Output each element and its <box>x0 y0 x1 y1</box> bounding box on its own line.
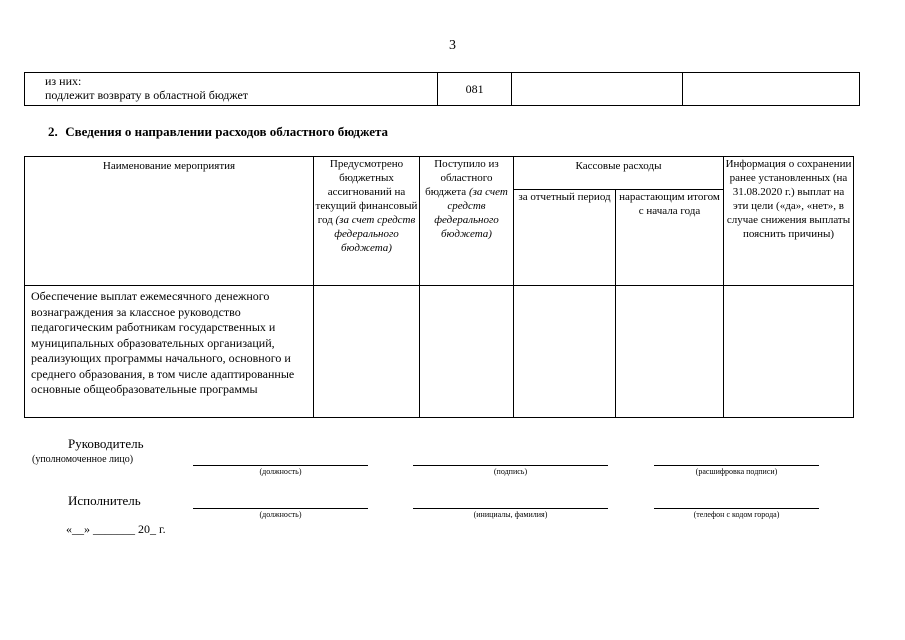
table-row <box>25 73 860 106</box>
return-label-line2: подлежит возврату в областной бюджет <box>45 88 249 102</box>
executor-name-caption: (инициалы, фамилия) <box>473 510 548 519</box>
header-name: Наименование мероприятия <box>25 157 314 286</box>
row-received-cell <box>420 286 514 418</box>
header-cash: Кассовые расходы <box>514 157 724 190</box>
return-value-cell-1 <box>512 73 683 106</box>
section-title <box>48 124 388 140</box>
header-received-note: (за счет средств федерального бюджета) <box>434 186 508 240</box>
head-signature-caption: (подпись) <box>493 467 528 476</box>
head-label: Руководитель <box>68 436 144 451</box>
return-code-cell: 081 <box>437 73 511 106</box>
table-row <box>25 286 854 418</box>
head-position-line <box>193 465 368 466</box>
header-cash-period: за отчетный период <box>514 190 616 286</box>
row-cash-cumulative-cell <box>616 286 724 418</box>
executor-phone-caption: (телефон с кодом города) <box>693 510 780 519</box>
header-planned <box>314 157 420 286</box>
executor-phone-line <box>654 508 819 509</box>
return-summary-table <box>24 72 860 106</box>
return-label-cell <box>25 73 438 106</box>
date-line: «__» _______ 20_ г. <box>66 522 166 536</box>
header-info: Информация о сохранении ранее установленных (на 31.08.2020 г.) выплат на эти цели («да», «нет», в случае снижения выплаты пояснить причины) <box>724 157 854 286</box>
return-value-cell-2 <box>683 73 860 106</box>
head-sublabel: (уполномоченное лицо) <box>32 454 134 465</box>
head-decoding-line <box>654 465 819 466</box>
executor-position-line <box>193 508 368 509</box>
section-number: 2. <box>48 124 58 139</box>
header-received <box>420 157 514 286</box>
head-decoding-caption: (расшифровка подписи) <box>695 467 778 476</box>
page-number: 3 <box>449 38 456 53</box>
row-name-cell: Обеспечение выплат ежемесячного денежного вознаграждения за классное руководство педагогическим работникам государственных и муниципальных образовательных организаций, реализующих программы начального, основного и среднего образования, в том числе адаптированные основные общеобразовательные программы <box>25 286 314 418</box>
table-header-row <box>25 157 854 190</box>
head-position-caption: (должность) <box>259 467 302 476</box>
head-signature-line <box>413 465 608 466</box>
header-planned-note: (за счет средств федерального бюджета) <box>334 214 416 254</box>
row-info-cell <box>724 286 854 418</box>
executor-name-line <box>413 508 608 509</box>
header-cash-cumulative: нарастающим итогом с начала года <box>616 190 724 286</box>
row-planned-cell <box>314 286 420 418</box>
expenses-table <box>24 156 854 418</box>
section-title-text: Сведения о направлении расходов областного бюджета <box>65 124 389 139</box>
row-cash-period-cell <box>514 286 616 418</box>
return-label-line1: из них: <box>45 74 82 88</box>
executor-label: Исполнитель <box>68 493 141 508</box>
header-received-text: Поступило из областного бюджета <box>425 158 499 198</box>
header-planned-text: Предусмотрено бюджетных ассигнований на текущий финансовый год <box>315 158 418 226</box>
executor-position-caption: (должность) <box>259 510 302 519</box>
